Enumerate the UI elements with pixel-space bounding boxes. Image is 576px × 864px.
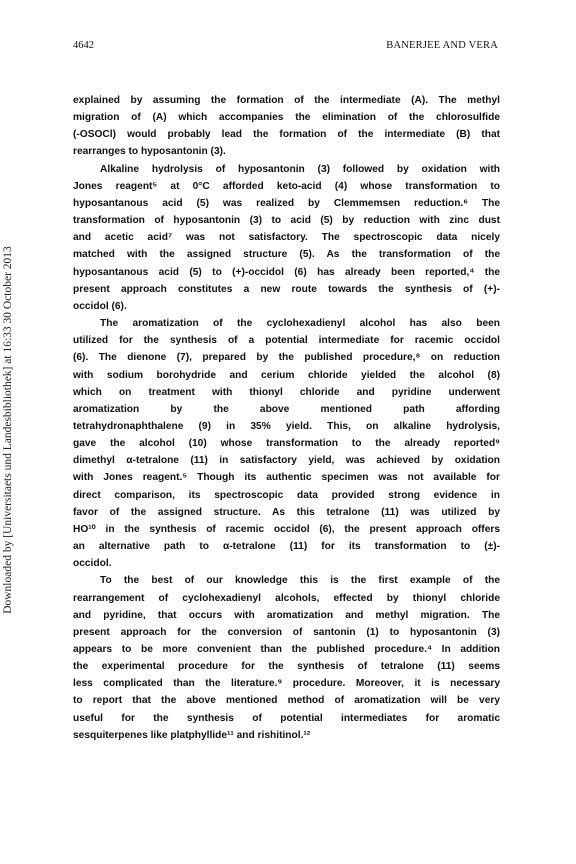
paragraph-start-line: The aromatization of the cyclohexadienyl alcohol has also been xyxy=(100,318,500,330)
text-line: occidol (6). xyxy=(73,300,127,312)
text-line: and acetic acid⁷ was not satisfactory. The spectroscopic data nicely xyxy=(73,232,500,244)
text-line: rearrangement of cyclohexadienyl alcohols, effected by thionyl chloride xyxy=(73,592,500,604)
text-line: (-OSOCl) would probably lead the formation of the intermediate (B) that xyxy=(73,129,500,141)
text-line: migration of (A) which accompanies the elimination of the chlorosulfide xyxy=(73,112,500,124)
text-line: favor of the assigned structure. As this tetralone (11) was utilized by xyxy=(73,506,500,518)
text-line: tetrahydronaphthalene (9) in 35% yield. This, on alkaline hydrolysis, xyxy=(73,420,500,432)
text-line: hyposantanous acid (5) was realized by Clemmemsen reduction.⁶ The xyxy=(73,197,500,209)
text-line: the experimental procedure for the synthesis of tetralone (11) seems xyxy=(73,661,500,673)
text-line: to report that the above mentioned method of aromatization will be very xyxy=(73,695,500,707)
text-line: which on treatment with thionyl chloride and pyridine underwent xyxy=(73,386,500,398)
text-line: useful for the synthesis of potential intermediates for aromatic xyxy=(73,712,500,724)
text-line: occidol. xyxy=(73,558,112,570)
text-line: gave the alcohol (10) whose transformation to the already reported⁹ xyxy=(73,438,500,450)
download-note: Downloaded by [Universitaets und Landesbibliothek] at 16:33 30 October 2013 xyxy=(2,246,14,614)
text-line: less complicated than the literature.⁹ procedure. Moreover, it is necessary xyxy=(73,678,500,690)
text-line: rearranges to hyposantonin (3). xyxy=(73,146,226,158)
text-line: HO¹⁰ in the synthesis of racemic occidol (6), the present approach offers xyxy=(73,523,500,535)
text-line: hyposantanous acid (5) to (+)-occidol (6) has already been reported,⁴ the xyxy=(73,266,500,278)
text-line: an alternative path to α-tetralone (11) for its transformation to (±)- xyxy=(73,541,500,553)
text-line: direct comparison, its spectroscopic data provided strong evidence in xyxy=(73,489,500,501)
paragraph-start-line: To the best of our knowledge this is the first example of the xyxy=(100,575,500,587)
text-line: sesquiterpenes like platphyllide¹¹ and rishitinol.¹² xyxy=(73,729,311,741)
text-line: present approach constitutes a new route towards the synthesis of (+)- xyxy=(73,283,500,295)
text-line: aromatization by the above mentioned path affording xyxy=(73,403,500,415)
text-line: transformation of hyposantonin (3) to acid (5) by reduction with zinc dust xyxy=(73,215,500,227)
text-line: with Jones reagent.⁵ Though its authentic specimen was not available for xyxy=(73,472,500,484)
text-line: (6). The dienone (7), prepared by the published procedure,⁸ on reduction xyxy=(73,352,500,364)
running-head: BANERJEE AND VERA xyxy=(386,40,498,51)
text-line: utilized for the synthesis of a potential intermediate for racemic occidol xyxy=(73,335,500,347)
text-line: with sodium borohydride and cerium chloride yielded the alcohol (8) xyxy=(73,369,500,381)
text-line: Jones reagent⁵ at 0°C afforded keto-acid (4) whose transformation to xyxy=(73,180,500,192)
text-line: present approach for the conversion of santonin (1) to hyposantonin (3) xyxy=(73,626,500,638)
text-line: dimethyl α-tetralone (11) in satisfactory yield, was achieved by oxidation xyxy=(73,455,500,467)
article-body xyxy=(73,92,500,744)
text-line: explained by assuming the formation of the intermediate (A). The methyl xyxy=(73,95,500,106)
text-line: and pyridine, that occurs with aromatization and methyl migration. The xyxy=(73,609,500,621)
page-number: 4642 xyxy=(73,40,94,51)
text-line: matched with the assigned structure (5). As the transformation of the xyxy=(73,249,500,261)
paragraph-start-line: Alkaline hydrolysis of hyposantonin (3) followed by oxidation with xyxy=(100,163,500,175)
text-line: appears to be more convenient than the published procedure.⁴ In addition xyxy=(73,644,500,655)
